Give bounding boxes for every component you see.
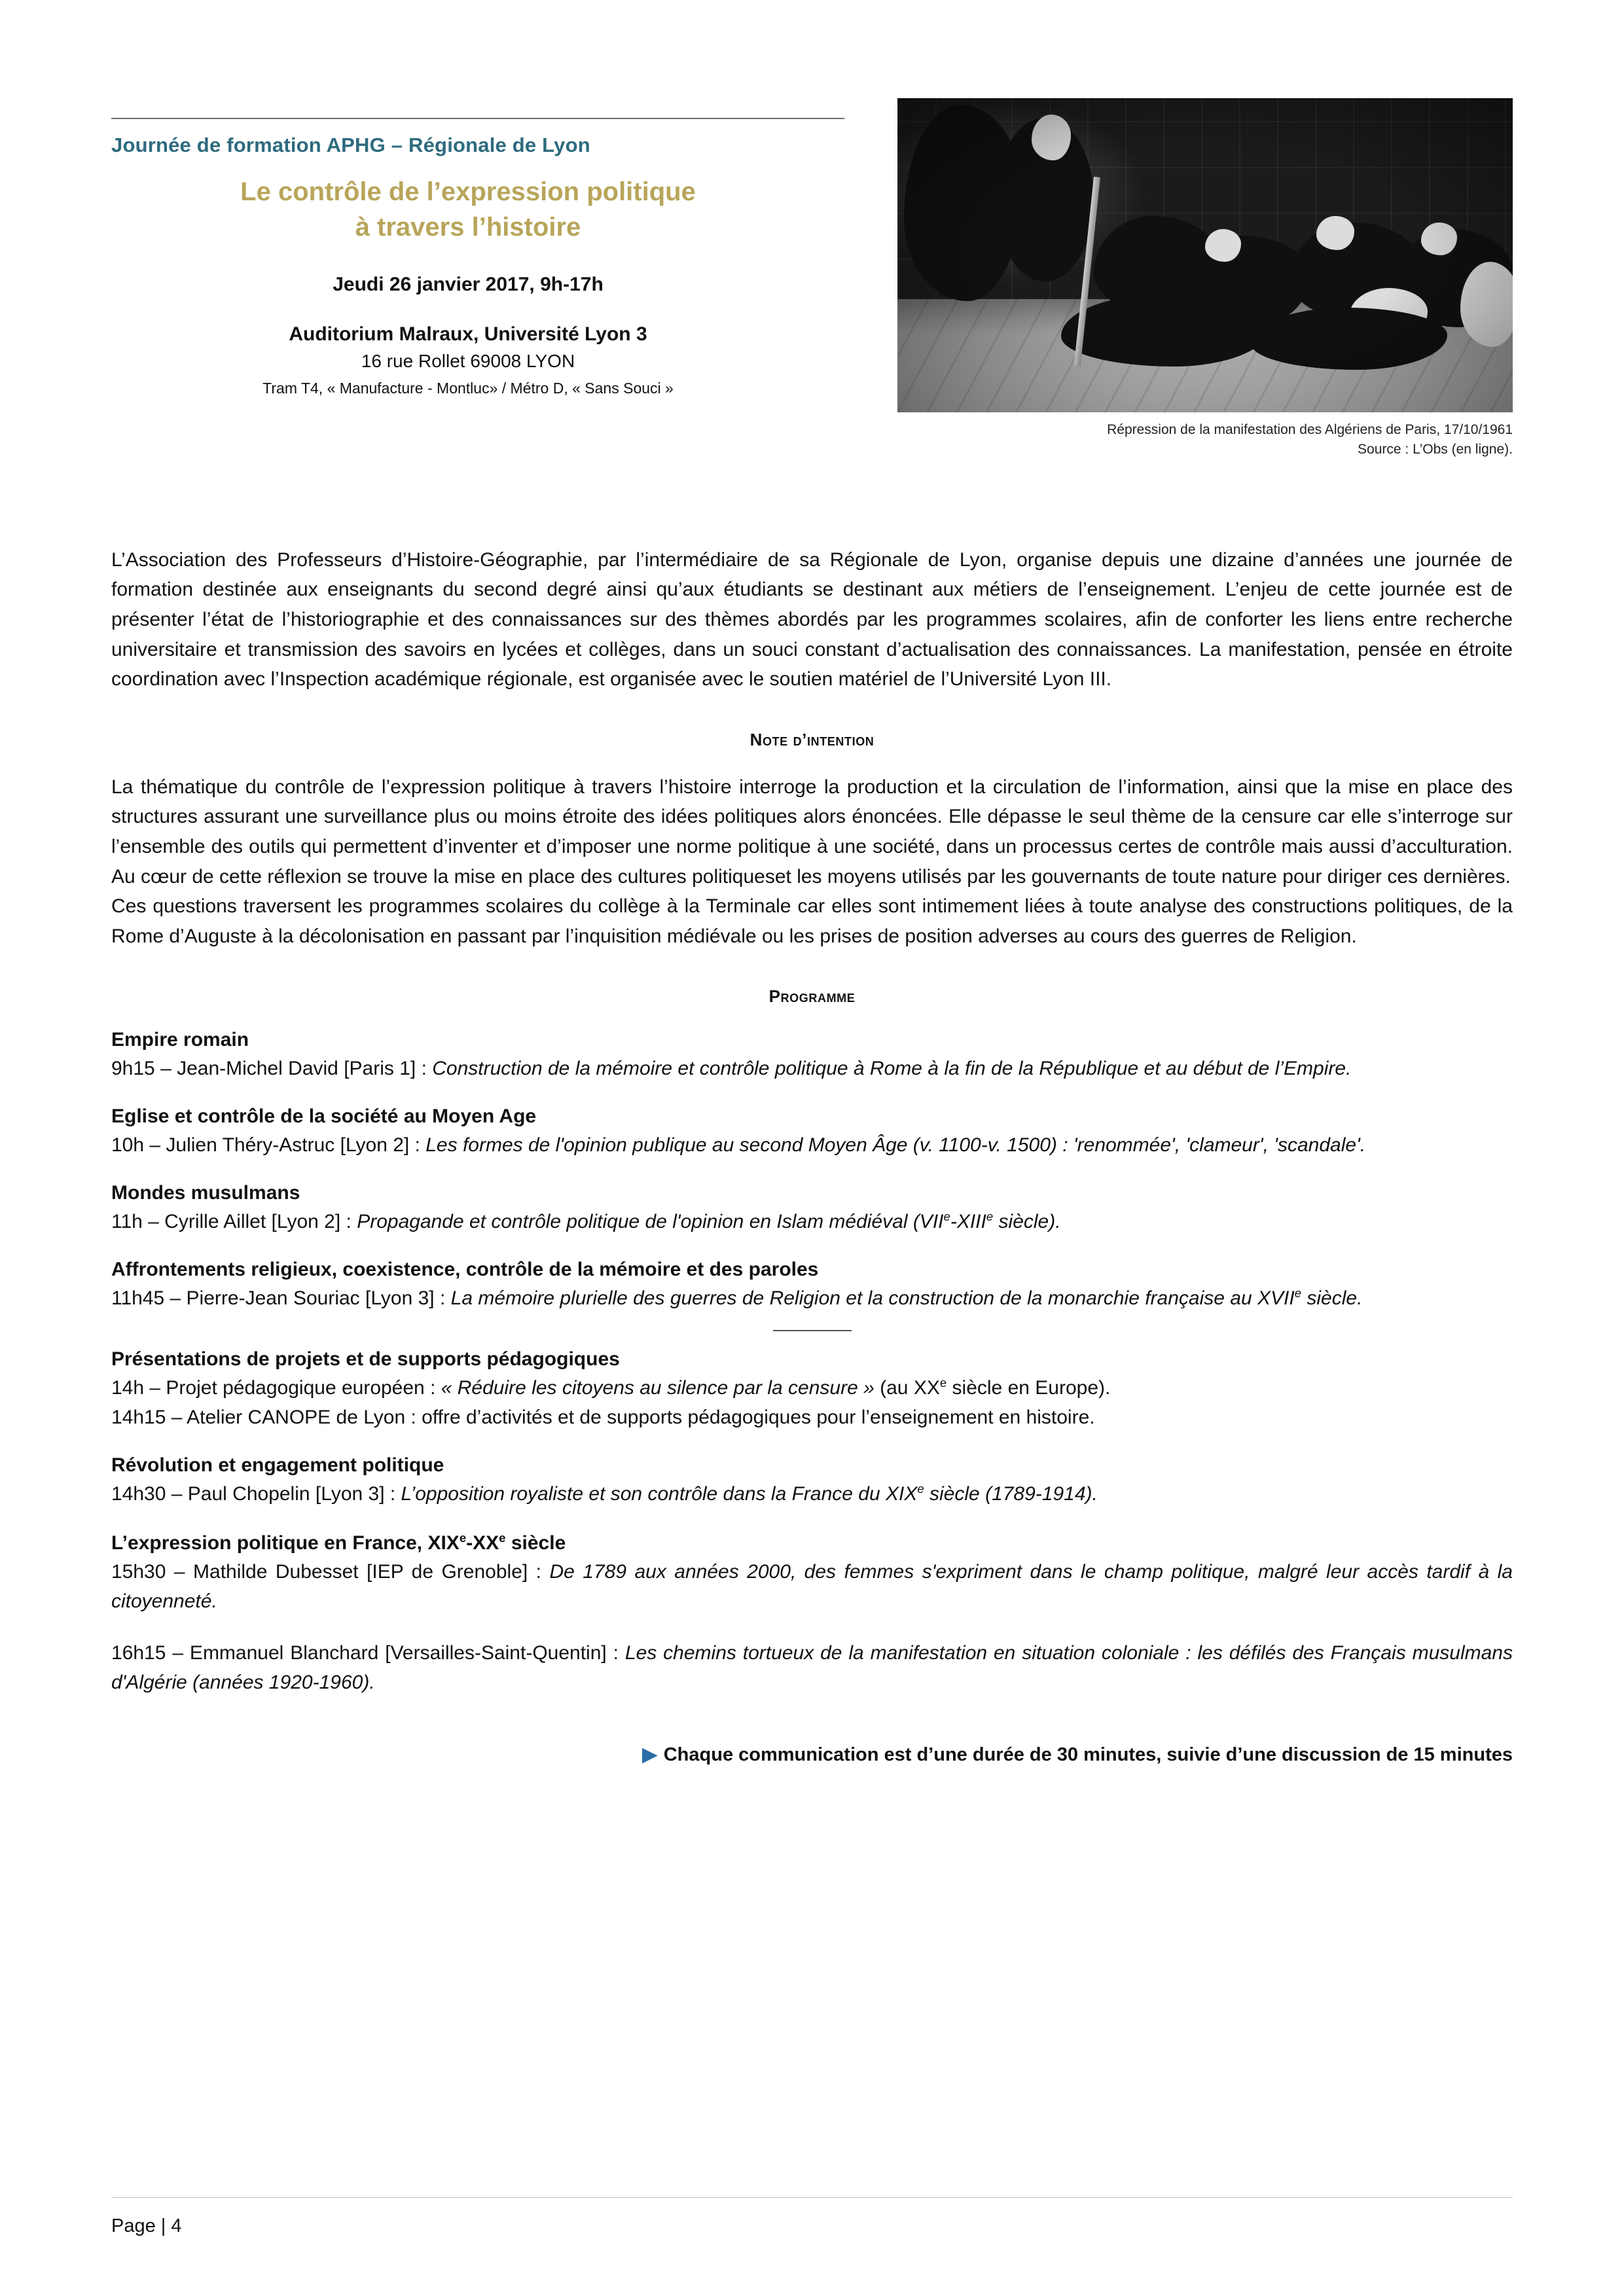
association-line: Journée de formation APHG – Régionale de Lyon — [111, 134, 590, 156]
document-header — [111, 98, 1513, 460]
programme-entry — [111, 1054, 1513, 1083]
entry-speaker: 14h15 – Atelier CANOPE de Lyon : offre d’activités et de supports pédagogiques pour l’enseignement en histoire. — [111, 1407, 1095, 1429]
programme-group — [111, 1638, 1513, 1697]
entry-speaker: 15h30 – Mathilde Dubesset [IEP de Grenoble] : — [111, 1561, 550, 1583]
entry-speaker: 11h45 – Pierre-Jean Souriac [Lyon 3] : — [111, 1287, 451, 1310]
programme-group-title: Mondes musulmans — [111, 1182, 300, 1204]
entry-tail: (au XXe siècle en Europe). — [874, 1376, 1111, 1399]
photo-caption — [897, 420, 1513, 460]
entry-speaker: 14h – Projet pédagogique européen : — [111, 1377, 441, 1399]
section-heading-programme: Programme — [768, 986, 856, 1007]
programme-group — [111, 1348, 1513, 1432]
triangle-right-icon: ▶ — [642, 1744, 657, 1766]
title-line-2: à travers l’histoire — [355, 213, 581, 242]
entry-speaker: 11h – Cyrille Aillet [Lyon 2] : — [111, 1211, 357, 1233]
entry-title: La mémoire plurielle des guerres de Religion et la construction de la monarchie française au XVIIe siècle. — [450, 1286, 1363, 1310]
programme-group-title: Affrontements religieux, coexistence, contrôle de la mémoire et des paroles — [111, 1259, 819, 1281]
programme-entry — [111, 1373, 1513, 1403]
document-body — [111, 545, 1513, 1767]
event-venue: Auditorium Malraux, Université Lyon 3 — [289, 323, 647, 345]
programme-entry — [111, 1130, 1513, 1160]
programme-entry — [111, 1479, 1513, 1509]
page-number: Page | 4 — [111, 2215, 182, 2236]
programme-entry — [111, 1403, 1513, 1432]
programme-entry — [111, 1283, 1513, 1313]
photo-repression-1961 — [897, 98, 1513, 412]
header-photo-block — [897, 98, 1513, 460]
photo-caption-line-2: Source : L’Obs (en ligne). — [1358, 442, 1513, 457]
programme-group — [111, 1454, 1513, 1509]
event-date: Jeudi 26 janvier 2017, 9h-17h — [333, 274, 604, 295]
photo-caption-line-1: Répression de la manifestation des Algériens de Paris, 17/10/1961 — [1107, 422, 1513, 437]
duration-notice — [111, 1743, 1513, 1766]
entry-speaker: 14h30 – Paul Chopelin [Lyon 3] : — [111, 1483, 401, 1505]
entry-title: Propagande et contrôle politique de l'opinion en Islam médiéval (VIIe-XIIIe siècle). — [357, 1210, 1061, 1233]
section-heading-note: Note d’intention — [749, 729, 875, 749]
duration-notice-text: Chaque communication est d’une durée de 30 minutes, suivie d’une discussion de 15 minutes — [663, 1744, 1513, 1766]
event-transport: Tram T4, « Manufacture - Montluc» / Métro D, « Sans Souci » — [262, 380, 674, 397]
document-title — [111, 174, 864, 245]
entry-speaker: 9h15 – Jean-Michel David [Paris 1] : — [111, 1058, 433, 1080]
entry-title: « Réduire les citoyens au silence par la censure » — [441, 1377, 875, 1399]
note-paragraph-2: Ces questions traversent les programmes scolaires du collège à la Terminale car elles sont intimement liées à toute analyse des constructions politiques, de la Rome d’Auguste à la décolonisation en passant par l’inquisition médiévale ou les prises de position adverses au cours des guerres de Religion. — [111, 895, 1513, 947]
header-divider — [111, 118, 844, 119]
entry-title: L’opposition royaliste et son contrôle dans la France du XIXe siècle (1789-1914). — [401, 1482, 1098, 1505]
title-line-1: Le contrôle de l’expression politique — [240, 177, 696, 206]
programme-group — [111, 1029, 1513, 1083]
programme-group-title: Présentations de projets et de supports pédagogiques — [111, 1348, 620, 1371]
entry-title: Construction de la mémoire et contrôle politique à Rome à la fin de la République et au début de l’Empire. — [432, 1058, 1352, 1080]
entry-speaker: 16h15 – Emmanuel Blanchard [Versailles-Saint-Quentin] : — [111, 1642, 625, 1664]
footer-divider — [111, 2197, 1513, 2198]
note-paragraph-1: La thématique du contrôle de l’expression politique à travers l’histoire interroge la production et la circulation de l’information, ainsi que la mise en place des structures assurant une surveillance plus ou moins étroite des idées politiques alors énoncées. Elle dépasse le seul thème de la censure car elle s’interroge sur l’ensemble des outils qui permettent d’inventer et d’imposer une norme politique à une société, dans un processus certes de contrôle mais aussi d’acculturation. Au cœur de cette réflexion se trouve la mise en place des cultures politiqueset les moyens utilisés par les gouvernants de toute nature pour diriger ces dernières. — [111, 776, 1513, 888]
programme-entry — [111, 1207, 1513, 1236]
programme-group-title: Empire romain — [111, 1029, 249, 1051]
entry-title: Les chemins tortueux de la manifestation en situation coloniale : les défilés des Français musulmans d'Algérie (années 1920-1960). — [111, 1642, 1513, 1694]
programme-entry — [111, 1557, 1513, 1616]
programme-group — [111, 1531, 1513, 1616]
intro-paragraph: L’Association des Professeurs d’Histoire-Géographie, par l’intermédiaire de sa Régionale de Lyon, organise depuis une dizaine d’années une journée de formation destinée aux enseignants du second degré ainsi qu’aux étudiants se destinant aux métiers de l’enseignement. L’enjeu de cette journée est de présenter l’état de l’historiographie et des connaissances sur des thèmes abordés par les programmes scolaires, afin de conforter les liens entre recherche universitaire et transmission des savoirs en lycées et collèges, dans un souci constant d’actualisation des connaissances. La manifestation, pensée en étroite coordination avec l’Inspection académique régionale, est organisée avec le soutien matériel de l’Université Lyon III. — [111, 548, 1513, 691]
programme-group-title: Révolution et engagement politique — [111, 1454, 444, 1477]
programme-entry — [111, 1638, 1513, 1697]
programme-group — [111, 1259, 1513, 1313]
event-address: 16 rue Rollet 69008 LYON — [361, 351, 575, 371]
section-separator — [773, 1330, 852, 1331]
entry-title: De 1789 aux années 2000, des femmes s'expriment dans le champ politique, malgré leur accès tardif à la citoyenneté. — [111, 1561, 1513, 1613]
programme-group-title: Eglise et contrôle de la société au Moyen Age — [111, 1105, 537, 1128]
header-text-block — [111, 98, 864, 397]
entry-title: Les formes de l'opinion publique au second Moyen Âge (v. 1100-v. 1500) : 'renommée', 'clameur', 'scandale'. — [425, 1134, 1366, 1157]
programme-group — [111, 1182, 1513, 1236]
programme-group — [111, 1105, 1513, 1160]
entry-speaker: 10h – Julien Théry-Astruc [Lyon 2] : — [111, 1134, 426, 1157]
programme-group-title: L’expression politique en France, XIXe-XXe siècle — [111, 1531, 566, 1554]
